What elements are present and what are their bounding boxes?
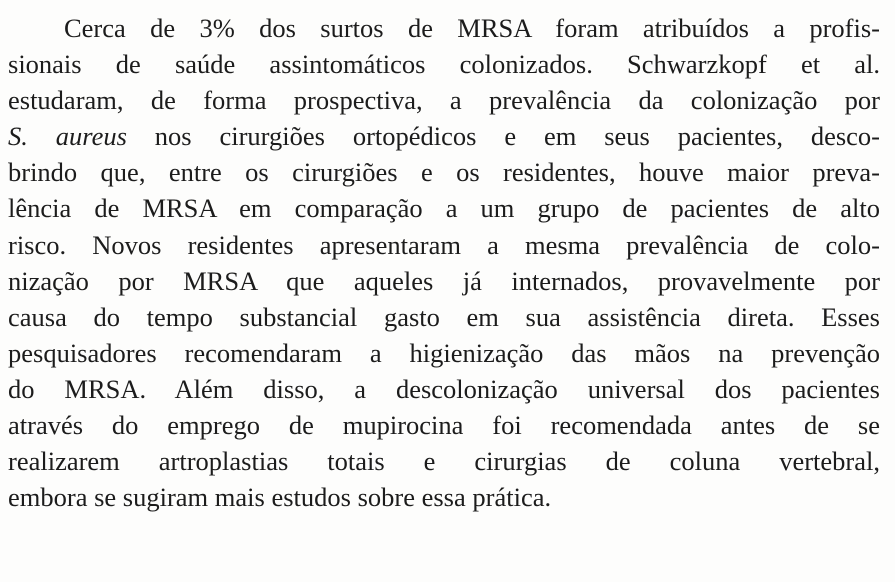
species-name-italic: S. aureus xyxy=(8,121,127,152)
paragraph-line: realizarem artroplastias totais e cirurgias de coluna vertebral, xyxy=(8,446,880,477)
paragraph-line: Cerca de 3% dos surtos de MRSA foram atribuídos a profis- xyxy=(64,13,880,43)
paragraph-line: brindo que, entre os cirurgiões e os residentes, houve maior preva- xyxy=(8,157,880,188)
paragraph-line: nização por MRSA que aqueles já internados, provavelmente por xyxy=(8,265,880,296)
paragraph-line: estudaram, de forma prospectiva, a prevalência da colonização por xyxy=(8,85,880,116)
body-paragraph xyxy=(8,10,880,515)
paragraph-line: S. aureus nos cirurgiões ortopédicos e em seus pacientes, desco- xyxy=(8,121,880,152)
paragraph-line: através do emprego de mupirocina foi recomendada antes de se xyxy=(8,410,880,441)
paragraph-line: risco. Novos residentes apresentaram a mesma prevalência de colo- xyxy=(8,229,880,260)
paragraph-line: embora se sugiram mais estudos sobre essa prática. xyxy=(8,482,552,513)
paragraph-line: causa do tempo substancial gasto em sua assistência direta. Esses xyxy=(8,301,880,332)
paragraph-line: sionais de saúde assintomáticos colonizados. Schwarzkopf et al. xyxy=(8,49,880,80)
paragraph-line: do MRSA. Além disso, a descolonização universal dos pacientes xyxy=(8,373,880,404)
paragraph-line: lência de MRSA em comparação a um grupo de pacientes de alto xyxy=(8,193,880,224)
paragraph-line: pesquisadores recomendaram a higienização das mãos na prevenção xyxy=(8,337,880,368)
